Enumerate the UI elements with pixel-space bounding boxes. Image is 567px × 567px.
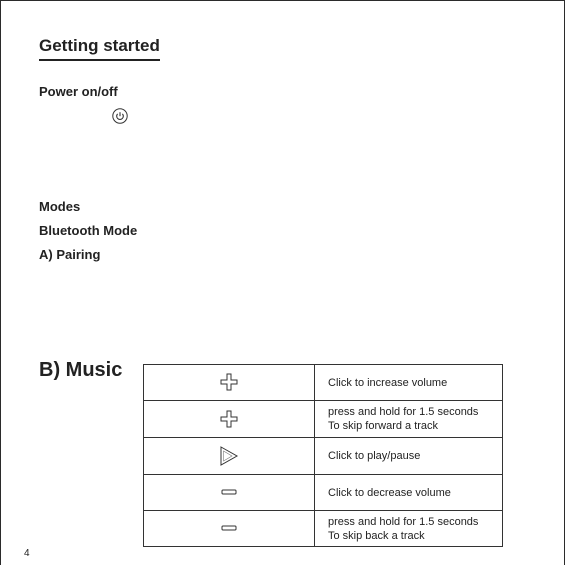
row-text: To skip forward a track <box>328 420 439 432</box>
music-heading: B) Music <box>39 359 123 381</box>
minus-icon <box>221 525 237 531</box>
row-text: press and hold for 1.5 seconds <box>328 515 479 528</box>
row-text: Click to play/pause <box>328 450 421 462</box>
table-row <box>144 511 503 547</box>
music-controls-table <box>143 364 503 547</box>
page-number: 4 <box>24 548 30 559</box>
power-heading: Power on/off <box>39 84 118 99</box>
table-row <box>144 475 503 511</box>
description-cell <box>315 401 503 438</box>
modes-heading: Modes <box>39 199 81 214</box>
icon-cell <box>144 365 315 401</box>
plus-icon <box>220 373 238 391</box>
bluetooth-mode-heading: Bluetooth Mode <box>39 223 138 238</box>
icon-cell <box>144 511 315 547</box>
power-icon <box>112 108 128 124</box>
pairing-heading: A) Pairing <box>39 247 101 262</box>
minus-icon <box>221 489 237 495</box>
plus-icon <box>220 410 238 428</box>
table-row <box>144 365 503 401</box>
icon-cell <box>144 401 315 438</box>
row-text: press and hold for 1.5 seconds <box>328 406 479 418</box>
icon-cell <box>144 438 315 475</box>
description-cell <box>315 438 503 475</box>
description-cell <box>315 511 503 547</box>
table-row <box>144 438 503 475</box>
row-text: Click to decrease volume <box>328 486 451 499</box>
description-cell <box>315 365 503 401</box>
row-text: To skip back a track <box>328 529 425 542</box>
play-icon <box>219 446 239 466</box>
row-text: Click to increase volume <box>328 376 448 389</box>
table-row <box>144 401 503 438</box>
page-title: Getting started <box>39 36 160 61</box>
icon-cell <box>144 475 315 511</box>
description-cell <box>315 475 503 511</box>
